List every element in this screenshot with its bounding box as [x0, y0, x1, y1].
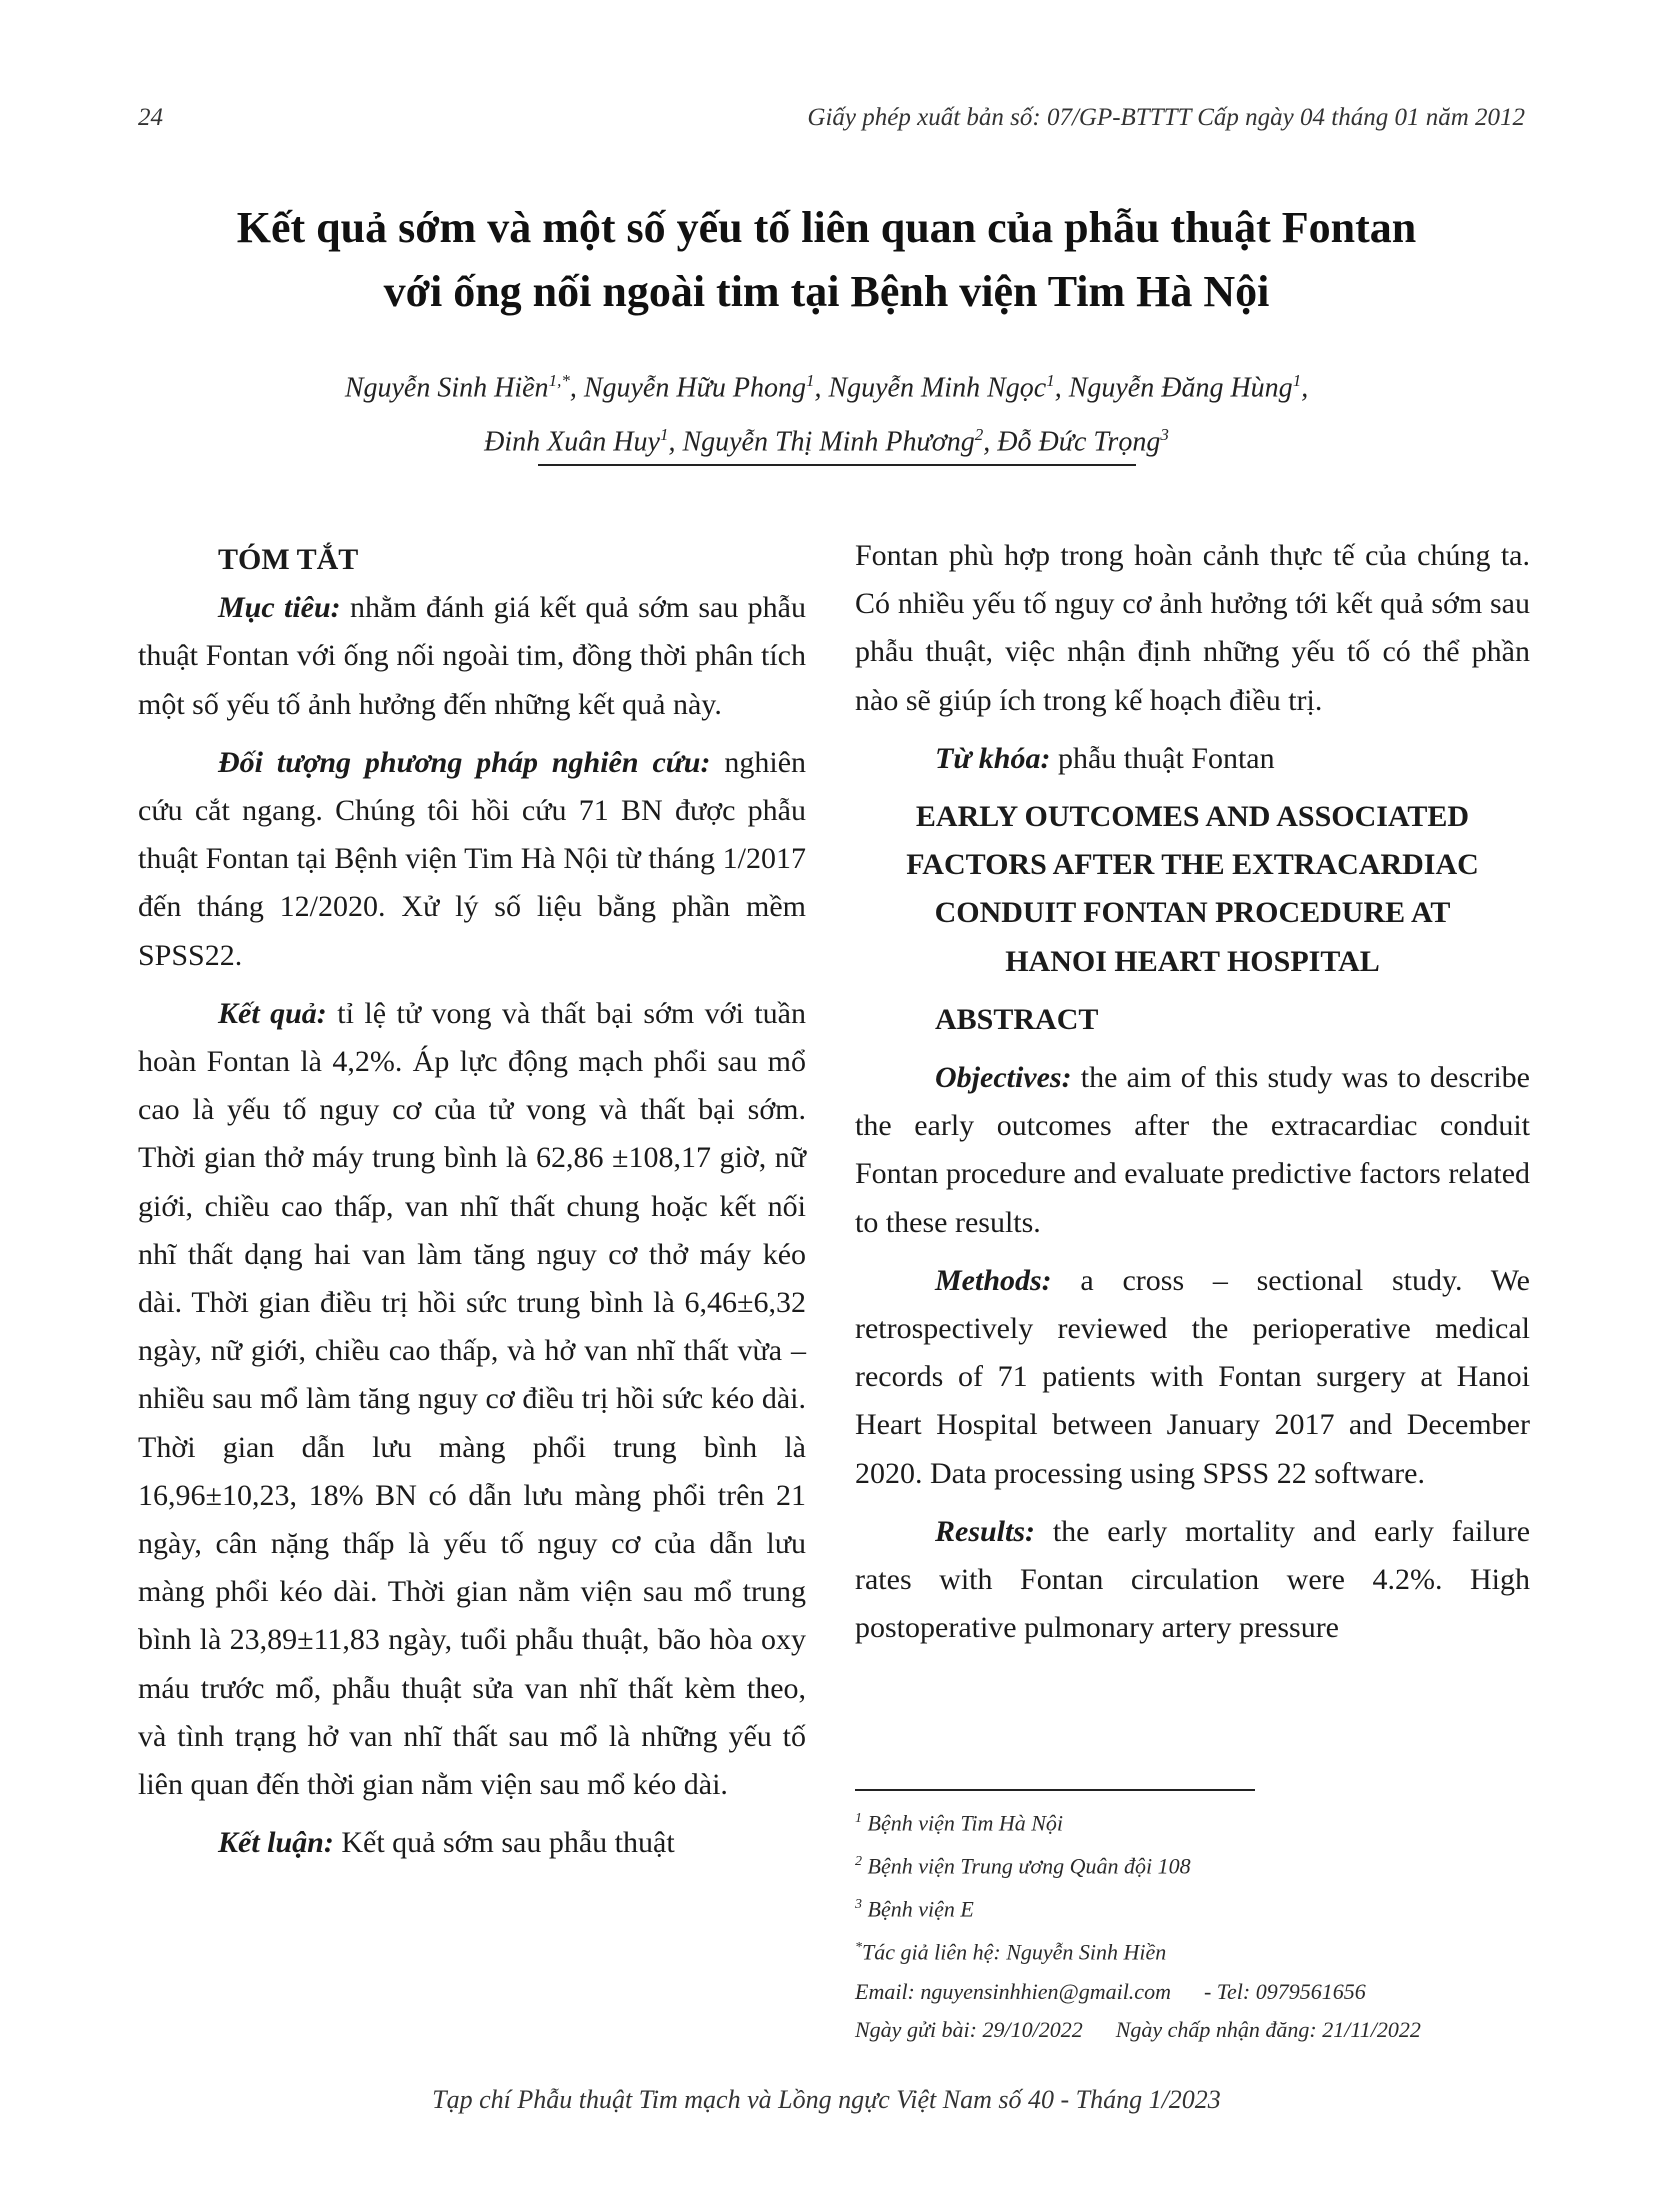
author-affiliation: 1,* — [548, 371, 570, 390]
page-number: 24 — [138, 104, 163, 131]
left-column — [138, 536, 806, 1867]
affiliation-3: $^3$ Bệnh viện E — [855, 1896, 974, 1922]
keywords-label: Từ khóa: — [935, 741, 1051, 775]
footnotes — [855, 1800, 1535, 2050]
methods-paragraph: Đối tượng phương pháp nghiên cứu: nghiên cứu cắt ngang. Chúng tôi hồi cứu 71 BN được phẫu thuật Fontan tại Bệnh viện Tim Hà Nội từ tháng 1/2017 đến tháng 12/2020. Xử lý số liệu bằng phần mềm SPSS22. — [138, 745, 807, 972]
author-name: Nguyễn Thị Minh Phương — [682, 426, 975, 458]
right-column — [855, 532, 1530, 1652]
author-affiliation: 1 — [1292, 371, 1302, 390]
submission-dates: Ngày gửi bài: 29/10/2022 Ngày chấp nhận đăng: 21/11/2022 — [855, 2017, 1421, 2043]
author-line-2 — [0, 411, 1653, 465]
journal-footer: Tạp chí Phẫu thuật Tim mạch và Lồng ngực Việt Nam số 40 - Tháng 1/2023 — [432, 2085, 1221, 2114]
affiliation-1: $^1$ Bệnh viện Tim Hà Nội — [855, 1810, 1064, 1836]
objectives-paragraph: Objectives: the aim of this study was to describe the early outcomes after the extracardiac conduit Fontan procedure and evaluate predictive factors related to these results. — [855, 1061, 1531, 1239]
title-line-2: với ống nối ngoài tim tại Bệnh viện Tim Hà Nội — [383, 267, 1270, 316]
objectives-label: Objectives: — [935, 1061, 1072, 1095]
author-name: Nguyễn Sinh Hiền — [344, 372, 549, 404]
methods-label: Đối tượng phương pháp nghiên cứu: — [218, 745, 711, 779]
author-name: Nguyễn Đăng Hùng — [1068, 372, 1293, 404]
conclusion-paragraph: Kết luận: Kết quả sớm sau phẫu thuật — [218, 1826, 675, 1860]
license-header: Giấy phép xuất bản số: 07/GP-BTTTT Cấp ngày 04 tháng 01 năm 2012 — [807, 104, 1525, 131]
contact-info: Email: nguyensinhhien@gmail.com - Tel: 0979561656 — [855, 1978, 1366, 2004]
author-affiliation: 1 — [659, 425, 669, 445]
author-line-1 — [0, 357, 1653, 411]
english-title: EARLY OUTCOMES AND ASSOCIATED FACTORS AFTER THE EXTRACARDIAC CONDUIT FONTAN PROCEDURE AT HANOI HEART HOSPITAL — [906, 800, 1479, 978]
objective-label: Mục tiêu: — [218, 591, 341, 625]
results-en-paragraph: Results: the early mortality and early failure rates with Fontan circulation were 4.2%. High postoperative pulmonary artery pressure — [855, 1514, 1531, 1645]
corresponding-author: *Tác giả liên hệ: Nguyễn Sinh Hiền — [855, 1939, 1167, 1965]
objective-paragraph: Mục tiêu: nhằm đánh giá kết quả sớm sau phẫu thuật Fontan với ống nối ngoài tim, đồng thời phân tích một số yếu tố ảnh hưởng đến những kết quả này. — [138, 591, 806, 721]
author-separator: , — [569, 372, 584, 404]
title-divider — [538, 464, 1136, 466]
author-name: Nguyễn Hữu Phong — [583, 372, 806, 404]
author-separator: , — [814, 372, 829, 404]
author-separator: , — [1301, 372, 1309, 404]
author-affiliation: 3 — [1160, 425, 1169, 445]
author-separator: , — [1054, 372, 1069, 404]
author-name: Đinh Xuân Huy — [484, 426, 660, 458]
results-en-label: Results: — [935, 1514, 1036, 1548]
author-list — [0, 357, 1653, 466]
author-separator: , — [983, 426, 998, 458]
keywords — [855, 735, 1530, 783]
conclusion-continued: Fontan phù hợp trong hoàn cảnh thực tế của chúng ta. Có nhiều yếu tố nguy cơ ảnh hưởng tới kết quả sớm sau phẫu thuật, việc nhận định những yếu tố có thể phần nào sẽ giúp ích trong kế hoạch điều trị. — [855, 539, 1531, 717]
results-paragraph: Kết quả: tỉ lệ tử vong và thất bại sớm với tuần hoàn Fontan là 4,2%. Áp lực động mạch phổi sau mổ cao là yếu tố nguy cơ của tử vong và thất bại sớm. Thời gian thở máy trung bình là 62,86 ±108,17 giờ, nữ giới, chiều cao thấp, van nhĩ thất chung hoặc kết nối nhĩ thất dạng hai van làm tăng nguy cơ thở máy kéo dài. Thời gian điều trị hồi sức trung bình là 6,46±6,32 ngày, nữ giới, chiều cao thấp, và hở van nhĩ thất vừa – nhiều sau mổ làm tăng nguy cơ điều trị hồi sức kéo dài. Thời gian dẫn lưu màng phổi trung bình là 16,96±10,23, 18% BN có dẫn lưu màng phổi trên 21 ngày, cân nặng thấp là yếu tố nguy cơ của dẫn lưu màng phổi kéo dài. Thời gian nằm viện sau mổ trung bình là 23,89±11,83 ngày, tuổi phẫu thuật, bão hòa oxy máu trước mổ, phẫu thuật sửa van nhĩ thất kèm theo, và tình trạng hở van nhĩ thất sau mổ là những yếu tố liên quan đến thời gian nằm viện sau mổ kéo dài. — [138, 996, 807, 1802]
author-name: Đỗ Đức Trọng — [997, 426, 1161, 458]
affiliation-2: $^2$ Bệnh viện Trung ương Quân đội 108 — [855, 1853, 1191, 1879]
summary-heading: TÓM TẮT — [218, 543, 359, 576]
title-line-1: Kết quả sớm và một số yếu tố liên quan của phẫu thuật Fontan — [236, 203, 1417, 252]
abstract-heading: ABSTRACT — [935, 1002, 1099, 1036]
author-affiliation: 1 — [805, 371, 815, 390]
keywords-text: phẫu thuật Fontan — [1050, 741, 1275, 775]
author-affiliation: 1 — [1046, 371, 1055, 390]
methods-en-paragraph: Methods: a cross – sectional study. We retrospectively reviewed the perioperative medical records of 71 patients with Fontan surgery at Hanoi Heart Hospital between January 2017 and December 2020. Data processing using SPSS 22 software. — [855, 1263, 1531, 1490]
author-name: Nguyễn Minh Ngọc — [828, 372, 1047, 404]
results-label: Kết quả: — [218, 996, 327, 1030]
author-separator: , — [668, 426, 683, 458]
conclusion-label: Kết luận: — [218, 1826, 334, 1860]
article-title — [0, 196, 1653, 324]
footnote-divider — [855, 1789, 1255, 1791]
author-affiliation: 2 — [974, 425, 984, 445]
methods-en-label: Methods: — [935, 1263, 1052, 1297]
